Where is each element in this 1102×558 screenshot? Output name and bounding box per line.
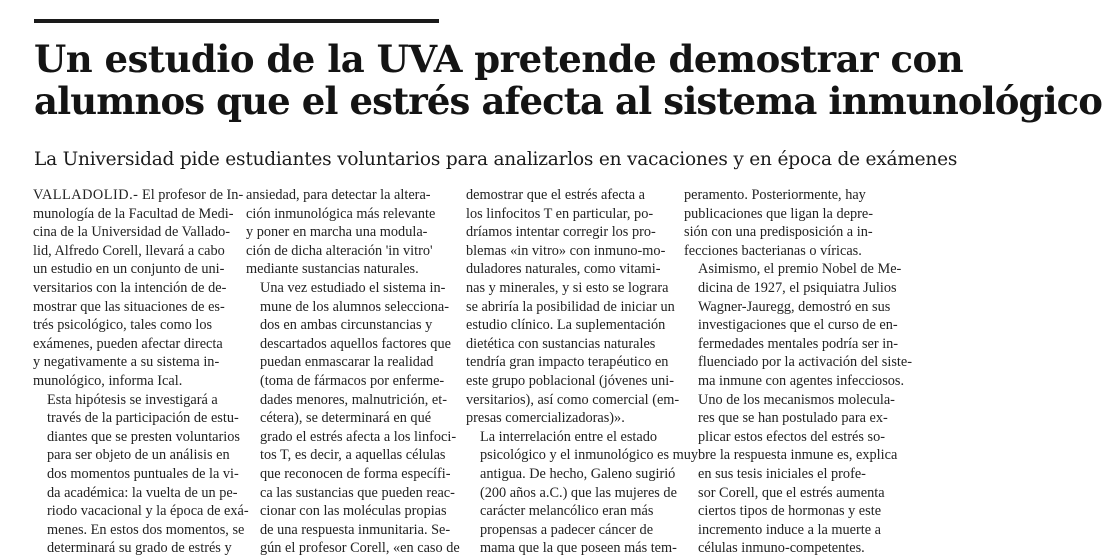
text-line: ma inmune con agentes infecciosos. <box>698 372 905 389</box>
text-line: mediante sustancias naturales. <box>246 261 419 278</box>
text-line: carácter melancólico eran más <box>480 503 654 520</box>
text-line: gún el profesor Corell, «en caso de <box>260 540 460 557</box>
text-line: diantes que se presten voluntarios <box>47 428 240 445</box>
text-line: trés psicológico, tales como los <box>33 317 213 334</box>
text-line: fecciones bacterianas o víricas. <box>684 242 862 259</box>
article-paragraph <box>684 391 896 558</box>
text-line: tendría gran impacto terapéutico en <box>466 354 669 371</box>
text-line: da académica: la vuelta de un pe- <box>47 484 238 501</box>
text-line: peramento. Posteriormente, hay <box>684 187 866 203</box>
text-line: dietética con sustancias naturales <box>466 335 656 352</box>
headline-line-1: Un estudio de la UVA pretende demostrar con <box>34 37 964 81</box>
text-line: y poner en marcha una modula- <box>246 224 428 241</box>
text-line: (toma de fármacos por enferme- <box>260 372 445 389</box>
text-line: bre la respuesta inmune es, explica <box>698 447 898 464</box>
article-column-2 <box>246 186 460 558</box>
article-paragraph <box>684 186 896 260</box>
article-paragraph <box>246 186 449 279</box>
dateline: VALLADOLID.- <box>33 187 139 203</box>
text-line: ción inmunológica más relevante <box>246 205 436 222</box>
text-line: munológico, informa Ical. <box>33 372 183 389</box>
text-line: mostrar que las situaciones de es- <box>33 298 225 315</box>
article-paragraph <box>33 186 244 391</box>
text-line: presas comercializadoras)». <box>466 410 625 427</box>
text-line: mama que la que poseen más tem- <box>480 540 677 557</box>
text-line: cina de la Universidad de Vallado- <box>33 224 231 241</box>
text-line: ca las sustancias que pueden reac- <box>260 484 455 501</box>
text-line: dríamos intentar corregir los pro- <box>466 224 656 241</box>
article-column-4 <box>684 186 912 558</box>
text-line: determinará su grado de estrés y <box>47 540 232 557</box>
text-line: dades menores, malnutrición, et- <box>260 391 447 408</box>
text-line: células inmuno-competentes. <box>698 540 865 557</box>
text-line: dos momentos puntuales de la vi- <box>47 465 239 482</box>
article-paragraph <box>33 391 249 558</box>
text-line: se abriría la posibilidad de iniciar un <box>466 298 675 315</box>
text-line: propensas a padecer cáncer de <box>480 521 654 538</box>
article-paragraph <box>466 428 698 558</box>
text-line: sión con una predisposición a in- <box>684 224 873 241</box>
top-rule <box>34 19 439 23</box>
text-line: Uno de los mecanismos molecula- <box>698 391 895 408</box>
article-paragraph <box>684 260 912 390</box>
text-line: antigua. De hecho, Galeno sugirió <box>480 465 676 482</box>
text-line: munología de la Facultad de Medi- <box>33 205 234 222</box>
text-line: fluenciado por la activación del siste- <box>698 354 912 371</box>
text-line: Una vez estudiado el sistema in- <box>260 279 446 296</box>
headline-line-2: alumnos que el estrés afecta al sistema inmunológico <box>34 79 1102 123</box>
text-line: fermedades mentales podría ser in- <box>698 335 899 352</box>
text-line: demostrar que el estrés afecta a <box>466 187 646 203</box>
text-line: ciertos tipos de hormonas y este <box>698 503 882 520</box>
text-line: plicar estos efectos del estrés so- <box>698 428 885 445</box>
article-paragraph <box>466 186 680 428</box>
text-line: La interrelación entre el estado <box>480 428 658 445</box>
text-line: puedan enmascarar la realidad <box>260 354 434 371</box>
text-line: sor Corell, que el estrés aumenta <box>698 484 885 501</box>
text-line: cionar con las moléculas propias <box>260 503 447 520</box>
text-line: los linfocitos T en particular, po- <box>466 205 654 222</box>
text-line: nas y minerales, y si esto se lograra <box>466 279 669 296</box>
text-line: tos T, es decir, a aquellas células <box>260 447 446 464</box>
text-line: y negativamente a su sistema in- <box>33 354 220 371</box>
text-line: menes. En estos dos momentos, se <box>47 521 245 538</box>
article-subheadline: La Universidad pide estudiantes voluntarios para analizarlos en vacaciones y en época de exámenes <box>34 149 958 170</box>
text-line: ansiedad, para detectar la altera- <box>246 187 431 203</box>
text-line: que reconocen de forma específi- <box>260 465 451 482</box>
text-line: dicina de 1927, el psiquiatra Julios <box>698 279 897 296</box>
text-line: través de la participación de estu- <box>47 410 239 427</box>
text-line: publicaciones que ligan la depre- <box>684 205 873 222</box>
text-line: en sus tesis iniciales el profe- <box>698 465 866 482</box>
article-column-3 <box>466 186 698 558</box>
text-line: de una respuesta inmunitaria. Se- <box>260 521 451 538</box>
text-line: este grupo poblacional (jóvenes uni- <box>466 372 675 389</box>
article-paragraph <box>246 279 460 558</box>
text-line: lid, Alfredo Corell, llevará a cabo <box>33 242 225 259</box>
text-line: riodo vacacional y la época de exá- <box>47 503 249 520</box>
text-line: Wagner-Jauregg, demostró en sus <box>698 298 891 315</box>
text-line: ción de dicha alteración 'in vitro' <box>246 242 433 259</box>
text-line: un estudio en un conjunto de uni- <box>33 261 225 278</box>
text-line: grado el estrés afecta a los linfoci- <box>260 428 457 445</box>
text-line: descartados aquellos factores que <box>260 335 451 352</box>
text-line-content: El profesor de In- <box>141 187 244 203</box>
text-line: investigaciones que el curso de en- <box>698 317 898 334</box>
article-headline <box>34 37 1102 123</box>
text-line: res que se han postulado para ex- <box>698 410 888 427</box>
text-line: blemas «in vitro» con inmuno-mo- <box>466 242 666 259</box>
text-line: exámenes, pueden afectar directa <box>33 335 223 352</box>
text-line: dos en ambas circunstancias y <box>260 317 433 334</box>
text-line: versitarios), así como comercial (em- <box>466 391 680 408</box>
text-line: duladores naturales, como vitami- <box>466 261 661 278</box>
text-line: psicológico y el inmunológico es muy <box>480 447 698 464</box>
text-line: mune de los alumnos selecciona- <box>260 298 449 315</box>
text-line: Esta hipótesis se investigará a <box>47 391 218 408</box>
text-line: cétera), se determinará en qué <box>260 410 432 427</box>
text-line: para ser objeto de un análisis en <box>47 447 230 464</box>
text-line: estudio clínico. La suplementación <box>466 317 666 334</box>
text-line: incremento induce a la muerte a <box>698 521 881 538</box>
text-line: (200 años a.C.) que las mujeres de <box>480 484 677 501</box>
text-line: Asimismo, el premio Nobel de Me- <box>698 261 902 278</box>
text-line: versitarios con la intención de de- <box>33 279 227 296</box>
article-column-1 <box>33 186 249 558</box>
text-line <box>33 186 244 205</box>
